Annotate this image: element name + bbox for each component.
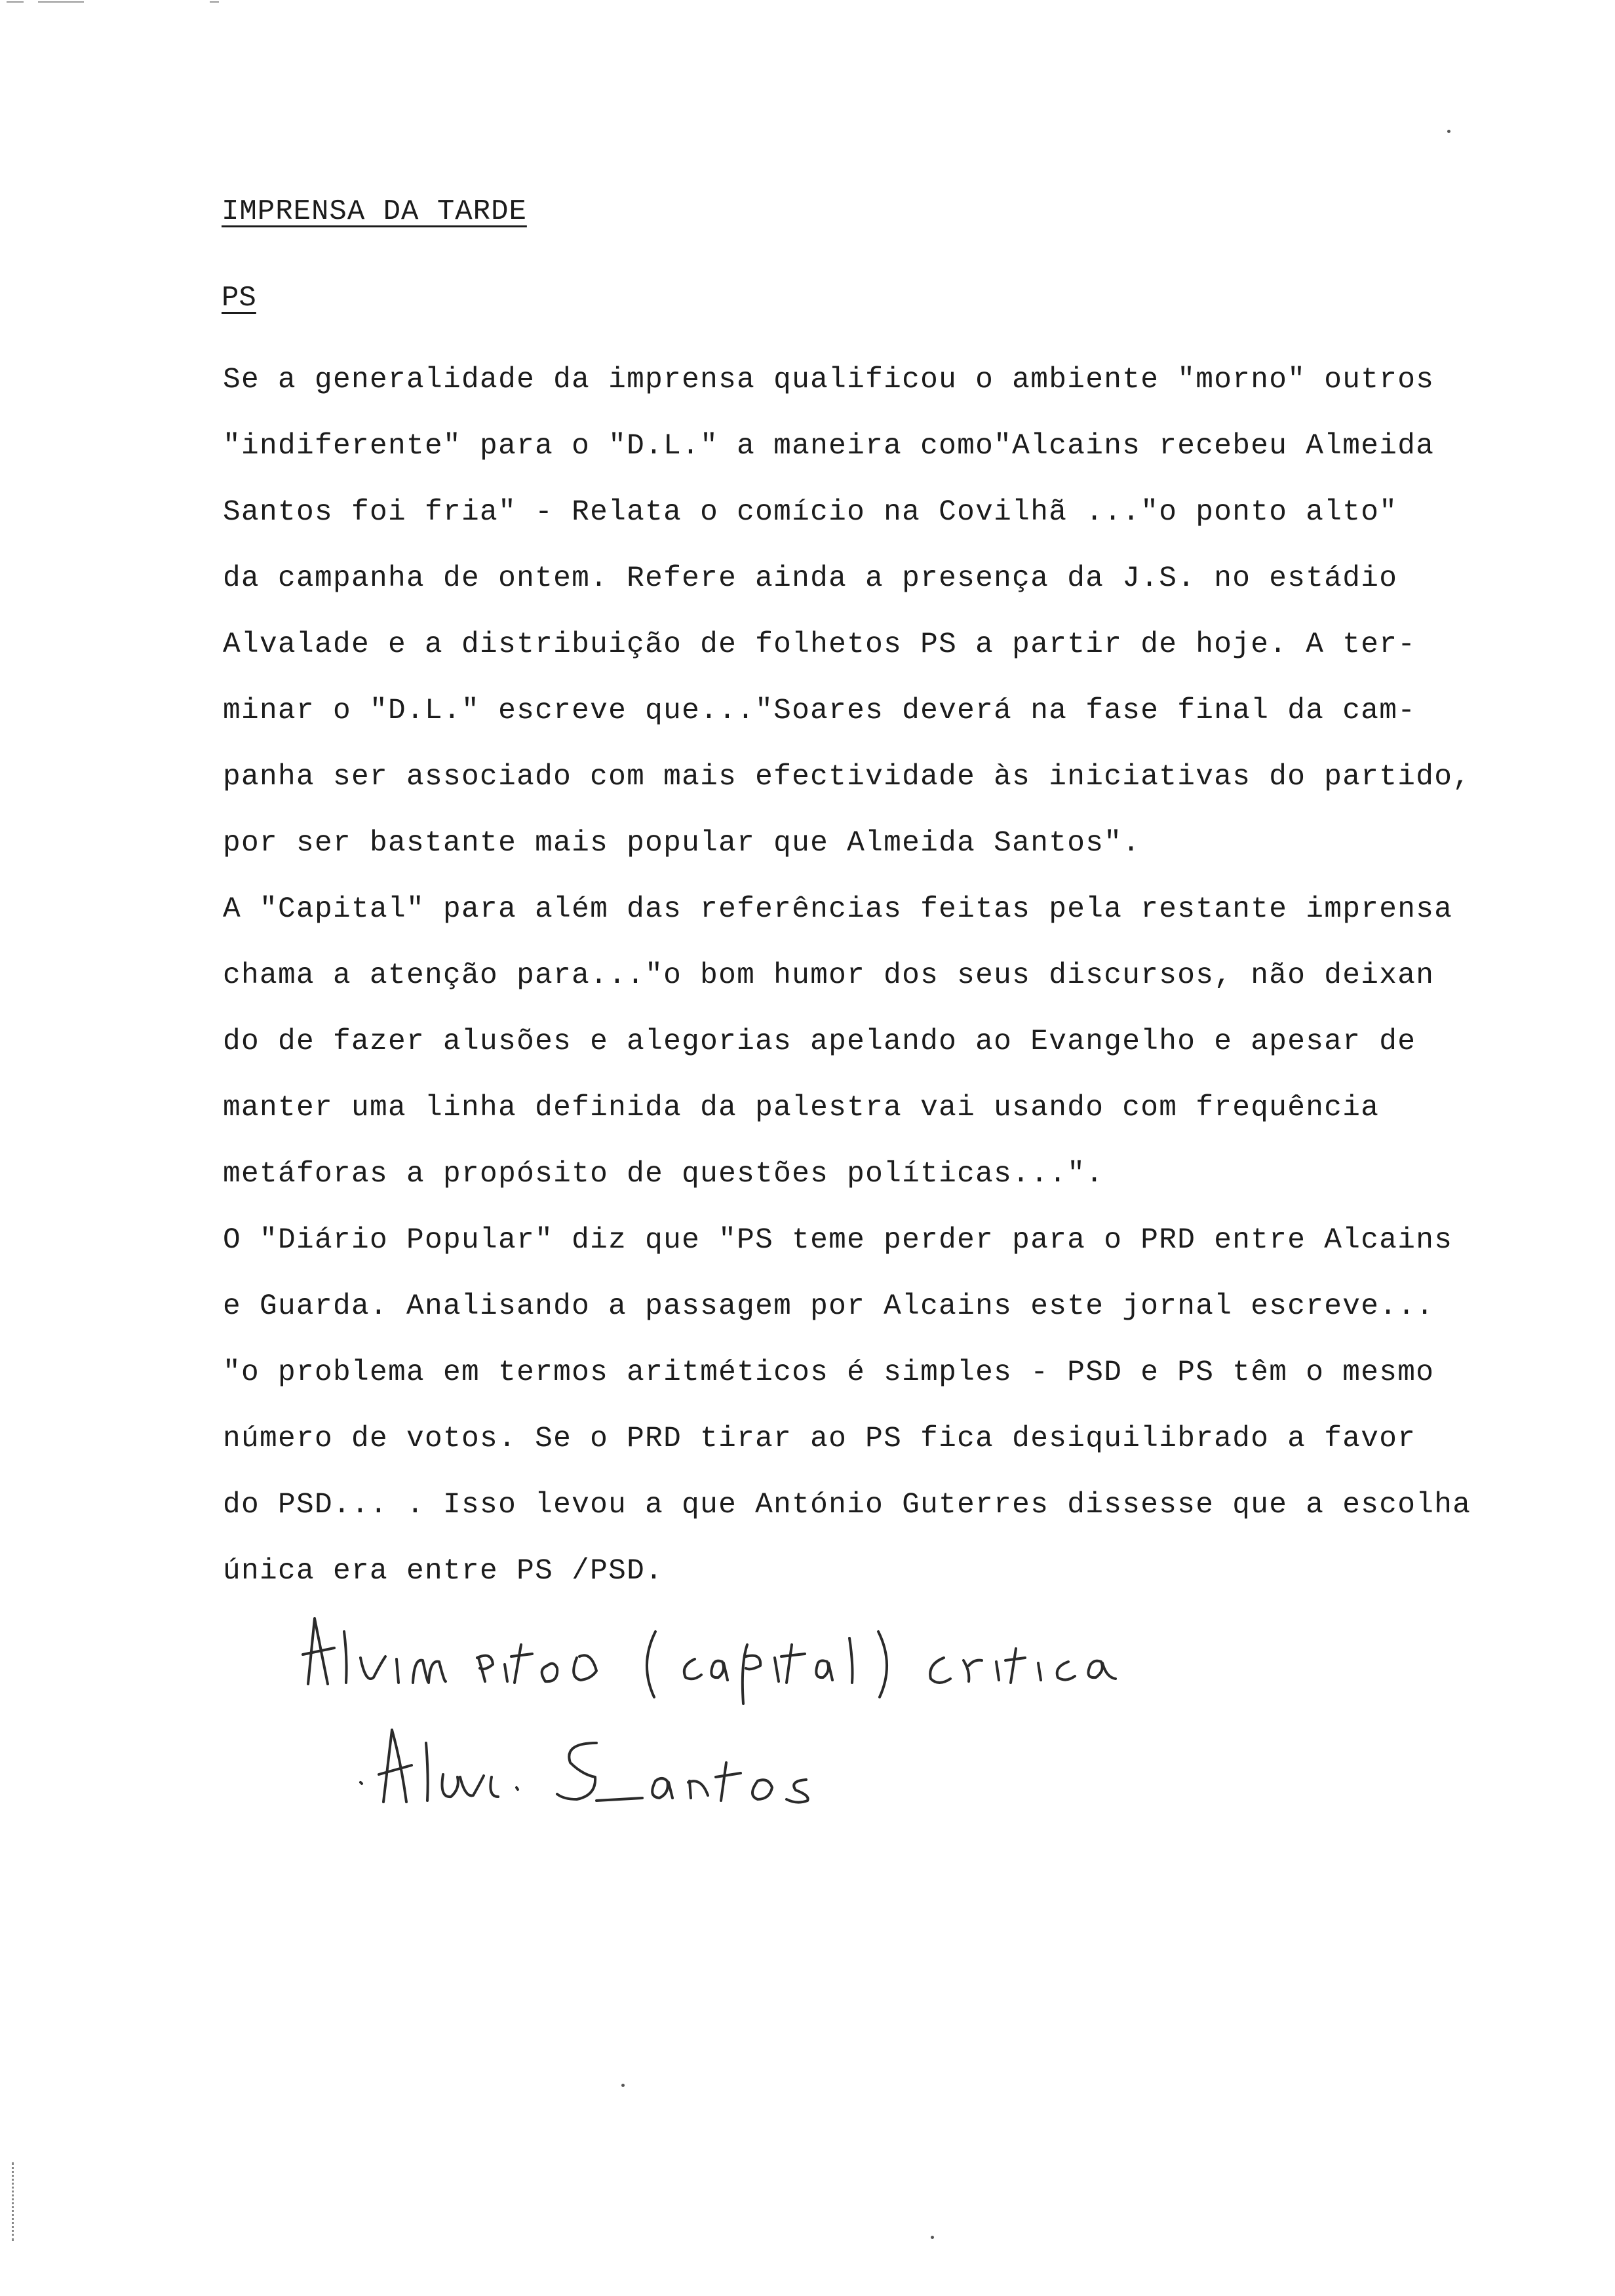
body-line: do PSD... . Isso levou a que António Guterres dissesse que a escolha — [223, 1489, 1471, 1521]
body-line: manter uma linha definida da palestra vai usando com frequência — [223, 1092, 1380, 1124]
body-line: chama a atenção para..."o bom humor dos seus discursos, não deixan — [223, 959, 1435, 992]
body-line: número de votos. Se o PRD tirar ao PS fica desiquilibrado a favor — [223, 1423, 1416, 1455]
scan-speck — [1447, 130, 1450, 133]
scan-speck — [621, 2084, 625, 2087]
body-line: da campanha de ontem. Refere ainda a presença da J.S. no estádio — [223, 562, 1398, 595]
scan-speck — [931, 2236, 934, 2239]
section-title: PS — [222, 282, 256, 315]
handwritten-annotation — [288, 1605, 1435, 1828]
scan-edge-ticks — [12, 2162, 16, 2241]
handwriting-line-1 — [303, 1618, 1116, 1704]
body-line: Se a generalidade da imprensa qualificou o ambiente "morno" outros — [223, 364, 1435, 396]
body-line: e Guarda. Analisando a passagem por Alcains este jornal escreve... — [223, 1290, 1435, 1323]
body-line: Santos foi fria" - Relata o comício na Covilhã ..."o ponto alto" — [223, 496, 1398, 529]
scan-edge-marks — [0, 0, 236, 5]
body-line: panha ser associado com mais efectividade às iniciativas do partido, — [223, 761, 1471, 794]
body-line: por ser bastante mais popular que Almeida Santos". — [223, 827, 1141, 860]
body-line: minar o "D.L." escreve que..."Soares deverá na fase final da cam- — [223, 695, 1416, 727]
body-line: única era entre PS /PSD. — [223, 1555, 664, 1588]
document-body — [223, 347, 1586, 1605]
body-line: A "Capital" para além das referências feitas pela restante imprensa — [223, 893, 1453, 926]
body-line: Alvalade e a distribuição de folhetos PS a partir de hoje. A ter- — [223, 628, 1416, 661]
body-line: metáforas a propósito de questões políticas...". — [223, 1158, 1104, 1191]
body-line: do de fazer alusões e alegorias apelando ao Evangelho e apesar de — [223, 1025, 1416, 1058]
body-line: "indiferente" para o "D.L." a maneira como"Alcains recebeu Almeida — [223, 430, 1435, 463]
handwriting-line-2 — [360, 1730, 808, 1803]
document-heading: IMPRENSA DA TARDE — [222, 195, 527, 228]
body-line: O "Diário Popular" diz que "PS teme perder para o PRD entre Alcains — [223, 1224, 1453, 1257]
body-line: "o problema em termos aritméticos é simples - PSD e PS têm o mesmo — [223, 1356, 1435, 1389]
